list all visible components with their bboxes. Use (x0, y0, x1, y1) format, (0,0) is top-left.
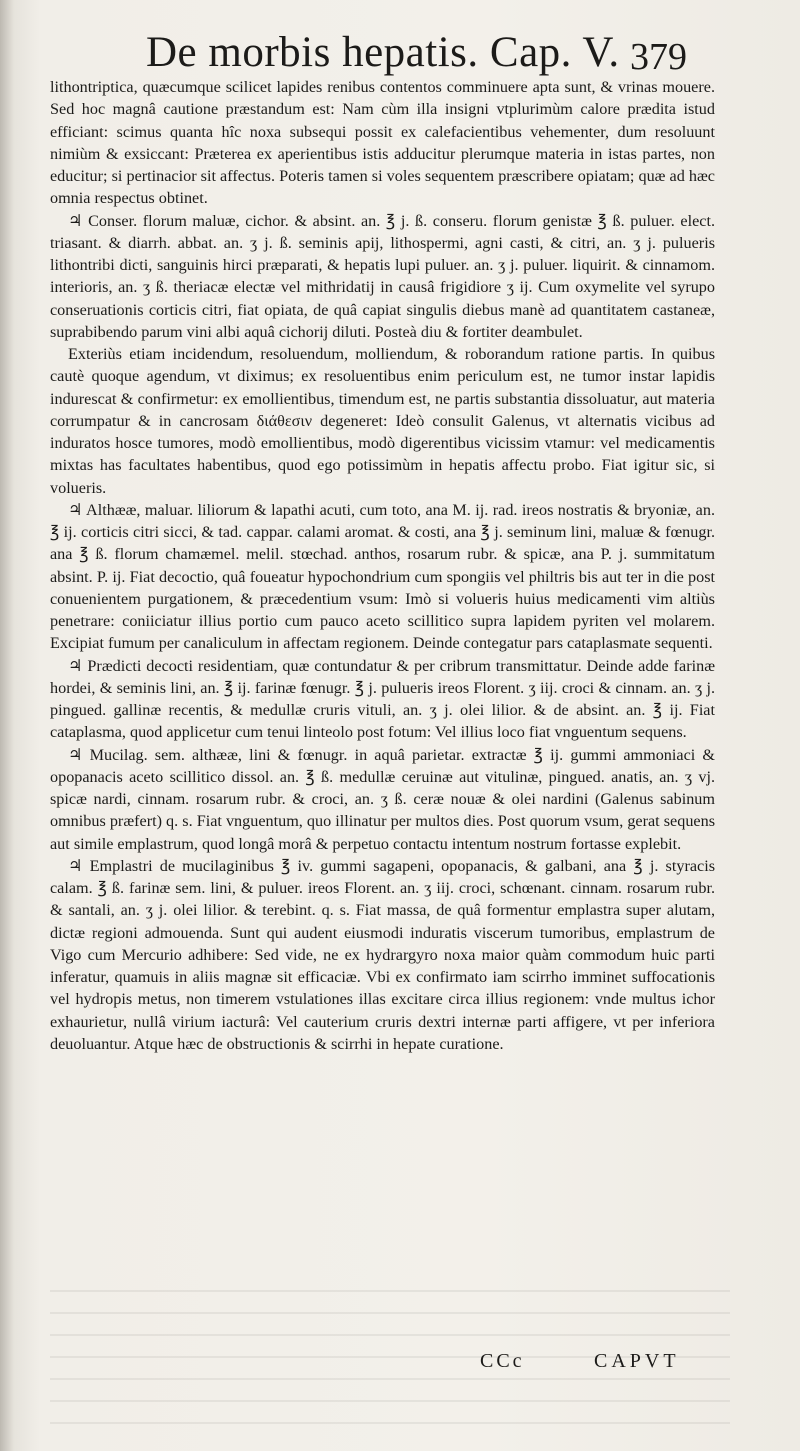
paragraph-external-treatment: Exteriùs etiam incidendum, resoluendum, molliendum, & roborandum ratione partis. In quibus cautè quoque agendum, vt diximus; ex resoluentibus enim periculum est, ne tumor instar lapidis indurescat & confirmetur: ex emollientibus, timendum est, ne partis substantia dissoluatur, aut materia corrumpatur & in cancrosam διάθεσιν degeneret: Ideò consulit Galenus, vt alternatis vicibus ad induratos hosce tumores, modò emollientibus, modò digerentibus vicissim vtamur: vel medicamentis mixtas has facultates habentibus, quod ego potissimùm in hepatis affectu probo. Fiat igitur sic, si volueris. (50, 345, 715, 497)
page-footer (0, 1350, 800, 1386)
recipe-opiata: ♃ Conser. florum maluæ, cichor. & absint. an. ℥ j. ß. conseru. florum genistæ ℥ ß. puluer. elect. triasant. & diarrh. abbat. an. ʒ j. ß. seminis apij, lithospermi, agni casti, & citri, an. ʒ j. pulueris lithontribi dicti, sanguinis hirci præparati, & hepatis lupi puluer. an. ʒ j. puluer. liquirit. & cinnamom. interioris, an. ʒ ß. theriacæ electæ vel mithridatij in causâ frigidiore ʒ ij. Cum oxymelite vel syrupo conseruationis corticis citri, fiat opiata, de quâ capiat singulis diebus manè ad quantitatem castaneæ, suprabibendo parum vini albi aquâ cichorij diluti. Posteà diu & fortiter deambulet. (50, 211, 715, 341)
recipe-vnguentum: ♃ Mucilag. sem. althææ, lini & fœnugr. in aquâ parietar. extractæ ℥ ij. gummi ammoniaci & opopanacis aceto scillitico dissol. an. ℥ ß. medullæ ceruinæ aut vitulinæ, pingued. anatis, an. ʒ vj. spicæ nardi, cinnam. rosarum rubr. & croci, an. ʒ ß. ceræ nouæ & olei nardini (Galenus sabinum omnibus præfert) q. s. Fiat vnguentum, quo illinatur per multos dies. Post quorum vsum, gerat sequens aut simile emplastrum, quod longâ morâ & perpetuo contactu intentum nostrum fortasse explebit. (50, 745, 715, 853)
text-body (50, 76, 715, 1055)
recipe-emplastrum: ♃ Emplastri de mucilaginibus ℥ iv. gummi sagapeni, opopanacis, & galbani, ana ℥ j. styracis calam. ℥ ß. farinæ sem. lini, & puluer. ireos Florent. an. ʒ iij. croci, schœnant. cinnam. rosarum rubr. & santali, an. ʒ j. olei lilior. & terebint. q. s. Fiat massa, de quâ formentur emplastra super alutam, dictæ regioni admouenda. Sunt qui audent eiusmodi induratis viscerum tumoribus, emplastrum de Vigo cum Mercurio adhibere: Sed vide, ne ex hydrargyro noxa maior quàm commodum huic parti inferatur, quamuis in aliis magnæ sit efficaciæ. Vbi ex confirmato iam scirrho imminet suffocationis vel hydropis metus, non timerem vstulationes illas excitare circa illius regionem: vnde multus ichor exhaurietur, nullâ virium iacturâ: Vel cauterium cruris dextri internæ parti affigere, vt per inferiora deuoluantur. Atque hæc de obstructionis & scirrhi in hepate curatione. (50, 856, 715, 1053)
paragraph-continuation: lithontriptica, quæcumque scilicet lapides renibus contentos comminuere apta sunt, & vrinas mouere. Sed hoc magnâ cautione præstandum est: Nam cùm illa insigni vtplurimùm calore prædita istud efficiant: scimus quanta hîc noxa subsequi possit ex calefacientibus vehementer, dum resoluunt nimiùm & exsiccant: Præterea ex aperientibus istis adducitur plerumque materia in istas partes, non educitur; si pertinacior sit affectus. Poteris tamen si voles sequentem præscribere opiatam; quæ ad hæc omnia respectus obtinet. (50, 78, 715, 208)
recipe-decoctio: ♃ Althææ, maluar. liliorum & lapathi acuti, cum toto, ana M. ij. rad. ireos nostratis & bryoniæ, an. ℥ ij. corticis citri sicci, & tad. cappar. calami aromat. & costi, ana ℥ j. seminum lini, maluæ & fœnugr. ana ℥ ß. florum chamæmel. melil. stœchad. anthos, rosarum rubr. & spicæ, ana P. j. summitatum absint. P. ij. Fiat decoctio, quâ foueatur hypochondrium cum spongiis vel philtris bis aut ter in die post conuenientem purgationem, & præcedentium vsum: Imò si volueris huius medicamenti vim altiùs penetrare: coniiciatur illius portio cum pauco aceto scillitico supra lapidem pyriten vel molarem. Excipiat fumum per canaliculum in affectam regionem. Deinde contegatur pars cataplasmate sequenti. (50, 500, 715, 653)
recipe-cataplasma: ♃ Prædicti decocti residentiam, quæ contundatur & per cribrum transmittatur. Deinde adde farinæ hordei, & seminis lini, an. ℥ ij. farinæ fœnugr. ℥ j. pulueris ireos Florent. ʒ iij. croci & cinnam. an. ʒ j. pingued. gallinæ recentis, & medullæ cruris vituli, an. ʒ j. olei lilior. & de absint. an. ℥ ij. Fiat cataplasma, quod applicetur cum tenui linteolo post fotum: Vel illius loco fiat vnguentum sequens. (50, 656, 715, 742)
running-title: De morbis hepatis. Cap. V. (146, 29, 620, 76)
catchword: CAPVT (594, 1350, 680, 1372)
page-number: 379 (630, 36, 687, 78)
page-header (0, 22, 800, 82)
signature-mark: CCc (480, 1350, 525, 1372)
